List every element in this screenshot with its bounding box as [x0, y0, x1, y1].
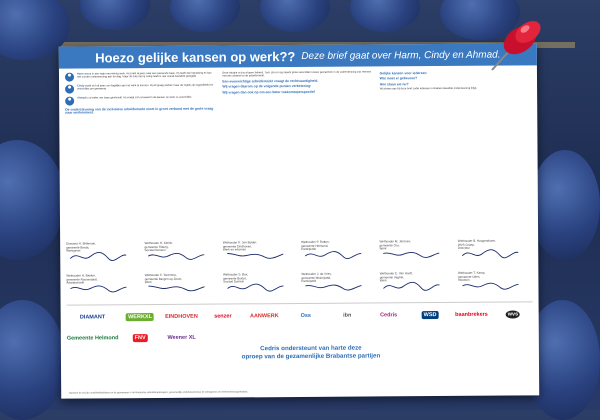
- logo-werkxl: WERKXL: [120, 313, 159, 321]
- letter-banner: [59, 43, 537, 68]
- signature-block: [301, 272, 376, 303]
- logo-ibn: ibn: [343, 312, 352, 320]
- signature-org: gemeente Roosendaal,: [66, 277, 98, 282]
- signature-role: Participatie: [301, 247, 317, 252]
- logo-eindhoven: EINDHOVEN: [165, 314, 198, 321]
- signature-org: WVS Groep,: [457, 242, 475, 247]
- logo-diamant: DIAMANT: [79, 314, 106, 321]
- signature-role: Participatie: [301, 279, 317, 284]
- signature-org: gemeente Eindhoven,: [222, 243, 253, 249]
- column-intro: Deze situatie is dus al jaren bekend. Toch zijn er nog steeds grote verschillen tussen gemeenten in de ondersteuning van mensen met een afstand tot de arbeidsmarkt.: [222, 70, 372, 78]
- logo-oss: Oss: [300, 313, 311, 320]
- column-2: [222, 70, 374, 239]
- signature-role: Sociaal Domein: [144, 248, 166, 253]
- person-story: woelt zich al jaren om dagelijks aan het werk te kunnen. Zij wil graag werken maar de regels zijn ingewikkeld en verschillen per gemeente.: [77, 83, 214, 91]
- signature-block: [458, 239, 533, 270]
- handwritten-signature: [460, 278, 520, 292]
- signature-block: [380, 272, 455, 303]
- signature-org: gemeente Tilburg,: [144, 244, 169, 249]
- signature-title: Wethouder K. Jan Bolder,: [222, 240, 257, 245]
- person-icon: [65, 73, 74, 82]
- signature-role: Directeur: [457, 245, 471, 251]
- person-name: Ahmad: [77, 96, 86, 100]
- logo-cedris: Cedris: [380, 312, 398, 319]
- signature-role: Arbeidsmarkt: [66, 280, 85, 285]
- person-story: woont in een regio met weinig werk. Hij zoekt al jaren naar een passende baan. Hij heeft een beperking en kan niet zonder ondersteuning aan de slag. Maar de hulp die hij nodig heeft is niet overal hetzelfde geregeld.: [76, 71, 212, 79]
- signature-org: gemeente Veghel,: [379, 274, 404, 280]
- logo-aanwerk: AANWERK: [249, 313, 279, 320]
- signature-title: Wethouder M. Janssen,: [379, 239, 412, 244]
- person-icon: [65, 85, 74, 94]
- column-heading: Een evenwichtige arbeidsmarkt vraagt de rechtvaardigheid.: [222, 78, 319, 84]
- signature-title: Wethouder S. Bax,: [223, 272, 249, 277]
- signature-title: Directeur A. Brilleman,: [66, 241, 97, 246]
- signature-role: Werk: [144, 280, 152, 285]
- logo-wsd: WSD: [410, 311, 449, 319]
- signature-org: gemeente Oss,: [379, 242, 400, 248]
- signature-block: [223, 241, 298, 272]
- signature-role: Werk en inkomen: [222, 247, 247, 252]
- cta-line-2: oproep van de gezamenlijke Brabantse partijen: [241, 351, 381, 360]
- signature-title: Wethouder J. de Vries,: [301, 271, 332, 276]
- column-heading: Wat moet er gebeuren?: [379, 76, 418, 81]
- signature-block: [379, 240, 454, 271]
- handwritten-signature: [225, 280, 285, 294]
- signature-org: gemeente Boxtel,: [223, 275, 247, 281]
- handwritten-signature: [225, 248, 285, 262]
- column-closing: Wij vragen dan ook op om een beter toekomstperspectief: [222, 89, 315, 95]
- signature-role: Sociaal Domein: [223, 279, 245, 284]
- signature-org: gemeente Uden,: [458, 274, 481, 279]
- logo-baanbrekers: baanbrekers: [455, 312, 488, 319]
- signature-org: gemeente Bergen op Zoom,: [144, 276, 183, 281]
- cta-line-1: Cedris ondersteunt van harte deze: [260, 344, 362, 353]
- signature-title: Wethouder E. Van Hooft,: [379, 271, 413, 276]
- signature-block: [66, 274, 141, 305]
- letter-document: [59, 43, 539, 398]
- column-heading: Hoe staan we nu?: [379, 82, 409, 87]
- signature-title: Wethouder H. Bakker,: [66, 273, 96, 278]
- signature-title: Wethouder B. Hoogendoorn,: [457, 238, 496, 243]
- footer-text: Namens de sociale ontwikkelbedrijven en de gemeenten in de Brabantse arbeidsmarktregio's, gezamenlijk ondertekend door de werkgevers en werknemersorganisaties.: [69, 390, 248, 395]
- signature-role: Werk: [379, 246, 387, 251]
- column-3: [380, 69, 532, 238]
- logo-senzer: senzer: [214, 313, 232, 320]
- person-name: Harm: [76, 72, 84, 76]
- handwritten-signature: [68, 281, 128, 295]
- signature-role: Werk: [379, 278, 387, 283]
- signature-block: [144, 242, 219, 273]
- column-note: Wij sluiten aan bij deze brief zodat iedereen in Brabant dezelfde ondersteuning krijgt.: [379, 86, 478, 91]
- signature-org: gemeente Meierijstad,: [301, 275, 331, 280]
- logo-weener: Weener XL: [167, 334, 196, 341]
- signature-block: [66, 242, 141, 273]
- handwritten-signature: [147, 249, 207, 263]
- handwritten-signature: [303, 248, 363, 262]
- signature-role: Inkomen: [458, 277, 470, 283]
- signature-block: [458, 271, 533, 302]
- handwritten-signature: [382, 279, 442, 293]
- logo-fnv: FNV: [120, 334, 159, 342]
- signature-block: [223, 273, 298, 304]
- letter-title: Hoezo gelijke kansen op werk??: [95, 48, 296, 65]
- signature-role: Werkgever: [66, 248, 81, 253]
- handwritten-signature: [382, 247, 442, 261]
- letter-columns: [65, 69, 532, 240]
- signature-block: [301, 240, 376, 271]
- person-cindy: [65, 84, 216, 94]
- handwritten-signature: [68, 249, 128, 263]
- logo-wvs: wvs: [493, 311, 532, 319]
- person-name: Cindy: [77, 84, 85, 88]
- handwritten-signature: [460, 246, 520, 260]
- cedris-support-statement: [211, 344, 411, 360]
- column-heading: Wij vragen daarom op de volgende punten verbetering:: [222, 84, 312, 89]
- person-story: is al vaker van baan gewisseld. Hij vraagt zich af waarom de kansen op werk zo verschillen.: [86, 95, 193, 100]
- handwritten-signature: [303, 280, 363, 294]
- letter-subtitle: Deze brief gaat over Harm, Cindy en Ahmad.: [301, 49, 501, 62]
- column-1: [65, 72, 217, 241]
- handwritten-signature: [147, 281, 207, 295]
- signature-title: Wethouder H. Kleinh,: [144, 240, 173, 246]
- person-icon: [65, 97, 74, 106]
- signature-org: gemeente Breda,: [66, 245, 90, 250]
- person-ahmad: [65, 96, 216, 106]
- logo-helmond: Gemeente Helmond: [66, 335, 119, 342]
- signature-org: gemeente Helmond,: [301, 243, 329, 248]
- column-heading: Gelijke kansen voor iedereen: [379, 71, 427, 76]
- column-heading: De ondersteuning van de inclusieve arbeidsmarkt moet in groot verband met de grote vraag naar werknemers.: [65, 106, 214, 116]
- signature-block: [145, 274, 220, 305]
- signature-title: Wethouder P. Rutten,: [301, 239, 330, 244]
- signature-grid: [66, 239, 532, 304]
- signature-title: Wethouder F. Torenstra,: [144, 272, 177, 278]
- push-pin-icon: [478, 12, 548, 82]
- person-harm: [65, 72, 216, 82]
- signature-title: Wethouder T. Kamp,: [458, 270, 486, 275]
